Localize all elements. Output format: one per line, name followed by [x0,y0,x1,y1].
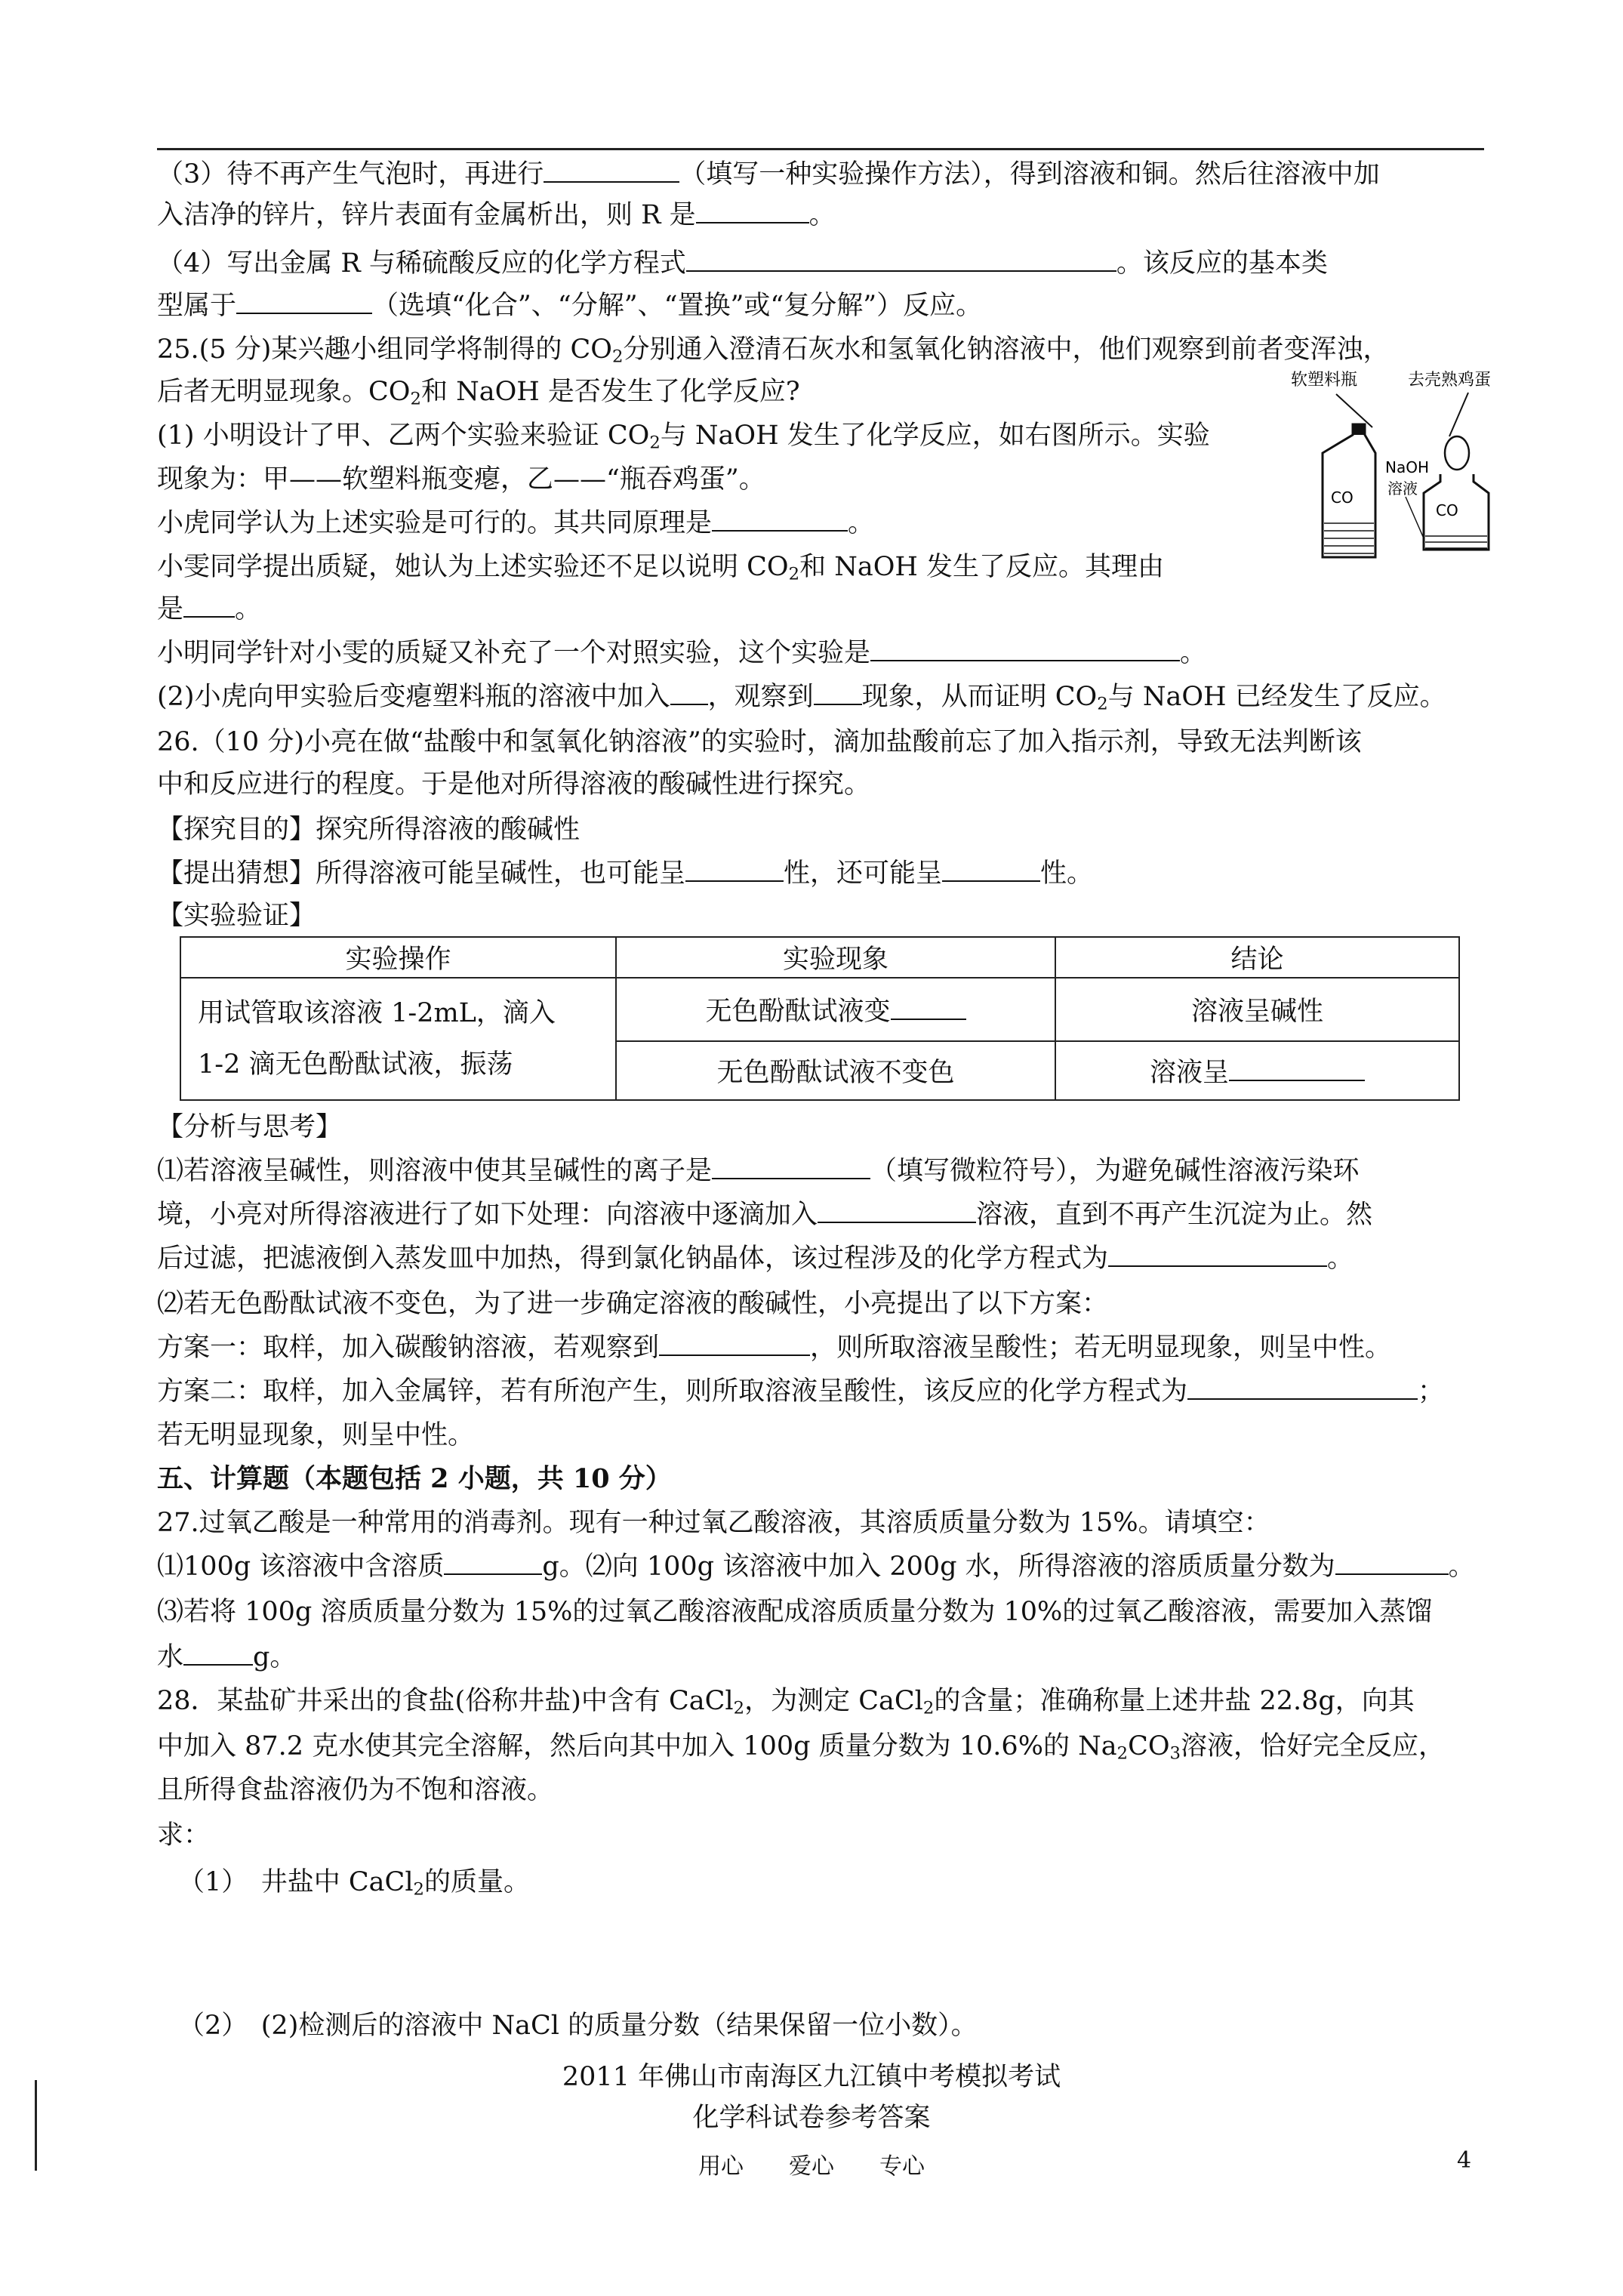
answer-title-1: 2011 年佛山市南海区九江镇中考模拟考试 [562,2062,1061,2092]
q28-part-1: （1） 井盐中 CaCl$_2$的质量。 [178,1867,531,1900]
q26-analysis-1: ⑴若溶液呈碱性，则溶液中使其呈碱性的离子是 （填写微粒符号），为避免碱性溶液污染环 [157,1154,1360,1188]
q28-part-2: （2） (2)检测后的溶液中 NaCl 的质量分数（结果保留一位小数）。 [178,2011,978,2041]
q25-line7: 是 。 [157,592,261,627]
q27-line2: ⑴100g 该溶液中含溶质 g。⑵向 100g 该溶液中加入 200g 水，所得溶液的溶质质量分数为 。 [157,1549,1475,1584]
q26-line2: 中和反应进行的程度。于是他对所得溶液的酸碱性进行探究。 [157,769,871,800]
page-number: 4 [1457,2147,1472,2174]
q26-analysis-3: 后过滤，把滤液倒入蒸发皿中加热，得到氯化钠晶体，该过程涉及的化学方程式为 。 [157,1241,1354,1276]
footer-motto: 用心 爱心 专心 [698,2153,925,2180]
experiment-table [180,936,1460,1101]
q25-line8: 小明同学针对小雯的质疑又补充了一个对照实验，这个实验是 。 [157,636,1206,670]
figure-label-co2-left: CO [1331,488,1354,507]
q28-ask: 求： [157,1820,211,1851]
header-rule [157,148,1484,150]
q25-line9: (2)小虎向甲实验后变瘪塑料瓶的溶液中加入 ，观察到 现象，从而证明 $CO_2$与 NaOH 已经发生了反应。 [157,680,1446,722]
q26-plan-2-cont: 若无明显现象，则呈中性。 [157,1420,475,1450]
table-row [180,978,1459,1041]
q25-line2: 后者无明显现象。$CO_2$和 NaOH 是否发生了化学反应? [157,377,800,409]
q26-analysis: 【分析与思考】 [157,1112,343,1142]
q24-4-line2: 型属于 （选填“化合”、“分解”、“置换”或“复分解”）反应。 [157,288,982,323]
q26-hypothesis: 【提出猜想】所得溶液可能呈碱性，也可能呈 性，还可能呈 性。 [157,856,1093,891]
figure-label-solution: 溶液 [1387,479,1418,498]
header-phenomenon: 实验现象 [616,937,1055,978]
q25-line3: (1) 小明设计了甲、乙两个实验来验证 $CO_2$与 NaOH 发生了化学反应，如右图所示。实验 [157,421,1210,453]
q26-analysis-2: 境，小亮对所得溶液进行了如下处理：向溶液中逐滴加入 溶液，直到不再产生沉淀为止。然 [157,1197,1372,1232]
cell-operation: 用试管取该溶液 1-2mL，滴入 1-2 滴无色酚酞试液，振荡 [180,978,616,1100]
q25-line6: 小雯同学提出质疑，她认为上述实验还不足以说明 $CO_2$和 NaOH 发生了反应。其理由 [157,552,1165,584]
q25-line5: 小虎同学认为上述实验是可行的。其共同原理是 。 [157,506,874,541]
q25-line4: 现象为：甲——软塑料瓶变瘪，乙——“瓶吞鸡蛋”。 [157,464,765,495]
figure-label-naoh: NaOH [1385,458,1429,476]
table-header-row [180,937,1459,978]
q24-3-line1: （3）待不再产生气泡时，再进行 （填写一种实验操作方法），得到溶液和铜。然后往溶液中加 [157,157,1380,192]
q26-plan-1: 方案一：取样，加入碳酸钠溶液，若观察到 ，则所取溶液呈酸性；若无明显现象，则呈中性。 [157,1330,1391,1365]
q26-line1: 26.（10 分)小亮在做“盐酸中和氢氧化钠溶液”的实验时，滴加盐酸前忘了加入指示剂，导致无法判断该 [157,727,1362,757]
header-conclusion: 结论 [1055,937,1459,978]
q27-line1: 27.过氧乙酸是一种常用的消毒剂。现有一种过氧乙酸溶液，其溶质质量分数为 15%。请填空： [157,1508,1270,1538]
experiment-figure [1276,368,1502,565]
q26-analysis-4: ⑵若无色酚酞试液不变色，为了进一步确定溶液的酸碱性，小亮提出了以下方案： [157,1289,1109,1319]
q25-line1: 25.(5 分)某兴趣小组同学将制得的 $CO_2$分别通入澄清石灰水和氢氧化钠溶液中，他们观察到前者变浑浊， [157,334,1390,367]
figure-label-bottle: 软塑料瓶 [1291,371,1358,390]
q28-line2: 中加入 87.2 克水使其完全溶解，然后向其中加入 100g 质量分数为 10.6%的 $Na_2CO_3$溶液，恰好完全反应， [157,1731,1446,1764]
q27-line4: 水 g。 [157,1640,296,1675]
q26-verification: 【实验验证】 [157,901,316,931]
cell-conclusion-1: 溶液呈碱性 [1055,978,1459,1041]
q24-4-line1: （4）写出金属 R 与稀硫酸反应的化学方程式 。该反应的基本类 [157,246,1328,281]
section-5-title: 五、计算题（本题包括 2 小题，共 10 分） [157,1463,672,1494]
figure-label-egg: 去壳熟鸡蛋 [1408,371,1492,390]
answer-title-2: 化学科试卷参考答案 [692,2103,931,2133]
q26-purpose: 【探究目的】探究所得溶液的酸碱性 [157,815,581,845]
q24-3-line2: 入洁净的锌片，锌片表面有金属析出，则 R 是 。 [157,198,836,233]
header-operation: 实验操作 [180,937,616,978]
q28-line3: 且所得食盐溶液仍为不饱和溶液。 [157,1775,554,1805]
cell-conclusion-2: 溶液呈 [1055,1041,1459,1100]
q27-line3: ⑶若将 100g 溶质质量分数为 15%的过氧乙酸溶液配成溶质质量分数为 10%的过氧乙酸溶液，需要加入蒸馏 [157,1597,1433,1627]
figure-label-co2-right: CO [1436,501,1458,519]
cell-phenomenon-2: 无色酚酞试液不变色 [616,1041,1055,1100]
egg-icon [1445,436,1469,470]
q28-line1: 28．某盐矿井采出的食盐(俗称井盐)中含有 CaCl$_2$，为测定 CaCl$_2$的含量；准确称量上述井盐 22.8g，向其 [157,1686,1415,1718]
cell-phenomenon-1: 无色酚酞试液变 [616,978,1055,1041]
q26-plan-2: 方案二：取样，加入金属锌，若有所泡产生，则所取溶液呈酸性，该反应的化学方程式为 ； [157,1374,1444,1409]
